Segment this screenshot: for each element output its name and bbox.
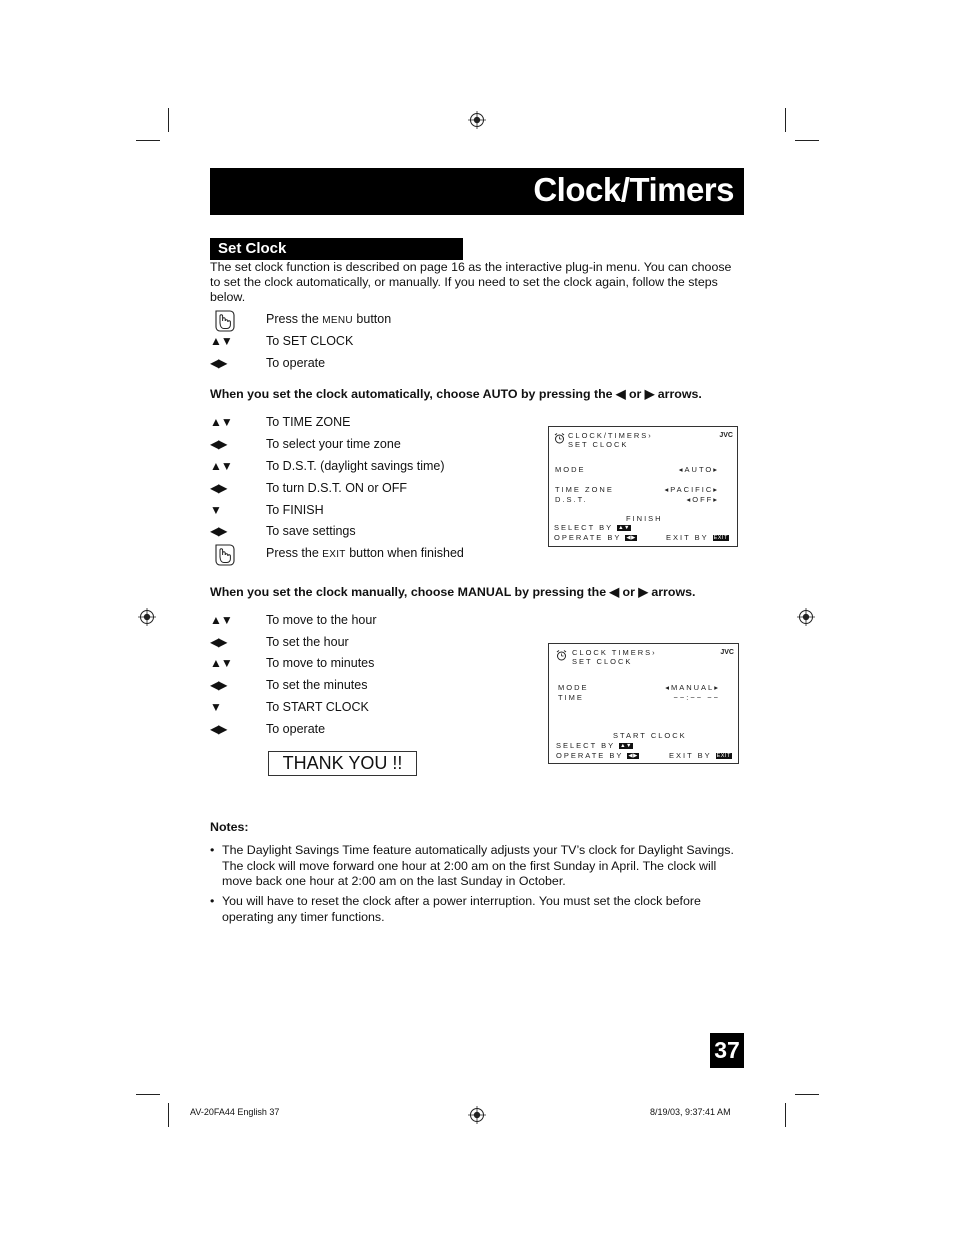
note-item: • You will have to reset the clock after a power interruption. You must set the clock before operating any timer functions. (210, 894, 701, 924)
osd-breadcrumb: CLOCK TIMERS› (572, 648, 657, 657)
crop-mark (168, 1103, 169, 1127)
arrow-keys-icon: ◀▶ (210, 722, 227, 736)
section-title: Set Clock (218, 240, 287, 257)
step-text: To D.S.T. (daylight savings time) (266, 459, 445, 473)
arrow-keys-icon: ▲▼ (210, 459, 232, 473)
step-text: To FINISH (266, 503, 324, 517)
left-right-key-icon: ◀▶ (626, 535, 636, 542)
crop-mark (785, 1103, 786, 1127)
step-text: To SET CLOCK (266, 334, 354, 348)
button-name: MENU (322, 315, 353, 326)
osd-operate-hint: OPERATE BY ◀▶ (556, 751, 638, 760)
crop-mark (136, 1094, 160, 1095)
section-header (210, 238, 463, 260)
arrow-keys-icon: ◀▶ (210, 481, 227, 495)
auto-heading: When you set the clock automatically, choose AUTO by pressing the ◀ or ▶ arrows. (210, 387, 702, 401)
arrow-keys-icon: ▼ (210, 503, 221, 517)
footer-right: 8/19/03, 9:37:41 AM (650, 1107, 731, 1117)
step-text: To move to the hour (266, 613, 377, 627)
osd-start-clock: START CLOCK (613, 731, 687, 740)
exit-key-icon: EXIT (716, 753, 731, 760)
step-text: To turn D.S.T. ON or OFF (266, 481, 407, 495)
left-right-key-icon: ◀▶ (628, 753, 638, 760)
step-text: To operate (266, 722, 326, 736)
notes-heading: Notes: (210, 820, 249, 834)
step-text: To TIME ZONE (266, 415, 351, 429)
registration-mark-icon (468, 111, 486, 129)
hand-press-icon (212, 308, 238, 334)
up-down-key-icon: ▲▼ (620, 743, 632, 750)
registration-mark-icon (797, 608, 815, 626)
registration-mark-icon (468, 1106, 486, 1124)
osd-brand-logo: JVC (719, 432, 733, 439)
osd-time-value: −−:−− −− (673, 693, 720, 702)
osd-dst-value: ◂OFF▸ (686, 495, 719, 504)
arrow-keys-icon: ▲▼ (210, 656, 232, 670)
thank-you-box: THANK YOU !! (268, 751, 417, 776)
step-text: Press the EXIT button when finished (266, 546, 464, 560)
osd-exit-hint: EXIT BY EXIT (669, 751, 731, 760)
alarm-clock-icon (556, 650, 567, 661)
step-text: To set the minutes (266, 678, 368, 692)
step-text: To operate (266, 356, 326, 370)
osd-finish: FINISH (626, 514, 663, 523)
up-down-key-icon: ▲▼ (618, 525, 630, 532)
hand-press-icon (212, 542, 238, 568)
note-item: • The Daylight Savings Time feature automatically adjusts your TV’s clock for Daylight Savings. The clock will move forward one hour at 2:00 am on the first Sunday in April. The clock will move back one hour at 2:00 am on the last Sunday in October. (210, 843, 734, 888)
intro-paragraph: The set clock function is described on page 16 as the interactive plug-in menu. You can choose to set the clock automatically, or manually. If you need to set the clock again, follow the steps below. (210, 260, 732, 304)
page-number: 37 (710, 1033, 744, 1068)
registration-mark-icon (138, 608, 156, 626)
osd-dst-label: D.S.T. (555, 495, 588, 504)
arrow-keys-icon: ▲▼ (210, 334, 232, 348)
osd-time-label: TIME (558, 693, 584, 702)
osd-timezone-label: TIME ZONE (555, 485, 614, 494)
step-text: To move to minutes (266, 656, 375, 670)
osd-brand-logo: JVC (720, 649, 734, 656)
crop-mark (168, 108, 169, 132)
arrow-keys-icon: ◀▶ (210, 524, 227, 538)
button-name: EXIT (322, 549, 346, 560)
osd-operate-hint: OPERATE BY ◀▶ (554, 533, 636, 542)
osd-breadcrumb: CLOCK/TIMERS› (568, 431, 653, 440)
page-title-bar (210, 168, 744, 215)
step-text: To select your time zone (266, 437, 401, 451)
crop-mark (136, 140, 160, 141)
footer-left: AV-20FA44 English 37 (190, 1107, 280, 1117)
osd-mode-label: MODE (555, 465, 586, 474)
arrow-keys-icon: ▲▼ (210, 415, 232, 429)
arrow-keys-icon: ◀▶ (210, 356, 227, 370)
step-text: Press the MENU button (266, 312, 392, 326)
osd-subtitle: SET CLOCK (568, 440, 629, 449)
osd-mode-label: MODE (558, 683, 589, 692)
arrow-keys-icon: ▼ (210, 700, 221, 714)
arrow-keys-icon: ◀▶ (210, 437, 227, 451)
manual-heading: When you set the clock manually, choose MANUAL by pressing the ◀ or ▶ arrows. (210, 585, 696, 599)
osd-timezone-value: ◂PACIFIC▸ (664, 485, 719, 494)
page-title: Clock/Timers (533, 171, 734, 208)
osd-select-hint: SELECT BY ▲▼ (554, 523, 630, 532)
step-text: To set the hour (266, 635, 349, 649)
osd-subtitle: SET CLOCK (572, 657, 633, 666)
osd-mode-value: ◂MANUAL▸ (665, 683, 720, 692)
osd-screen-manual (548, 643, 739, 764)
arrow-keys-icon: ▲▼ (210, 613, 232, 627)
osd-screen-auto (548, 426, 738, 547)
crop-mark (785, 108, 786, 132)
exit-key-icon: EXIT (713, 535, 728, 542)
osd-exit-hint: EXIT BY EXIT (666, 533, 728, 542)
arrow-keys-icon: ◀▶ (210, 678, 227, 692)
arrow-keys-icon: ◀▶ (210, 635, 227, 649)
osd-select-hint: SELECT BY ▲▼ (556, 741, 632, 750)
osd-mode-value: ◂AUTO▸ (678, 465, 719, 474)
crop-mark (795, 140, 819, 141)
crop-mark (795, 1094, 819, 1095)
alarm-clock-icon (554, 433, 565, 444)
step-text: To save settings (266, 524, 356, 538)
step-text: To START CLOCK (266, 700, 369, 714)
